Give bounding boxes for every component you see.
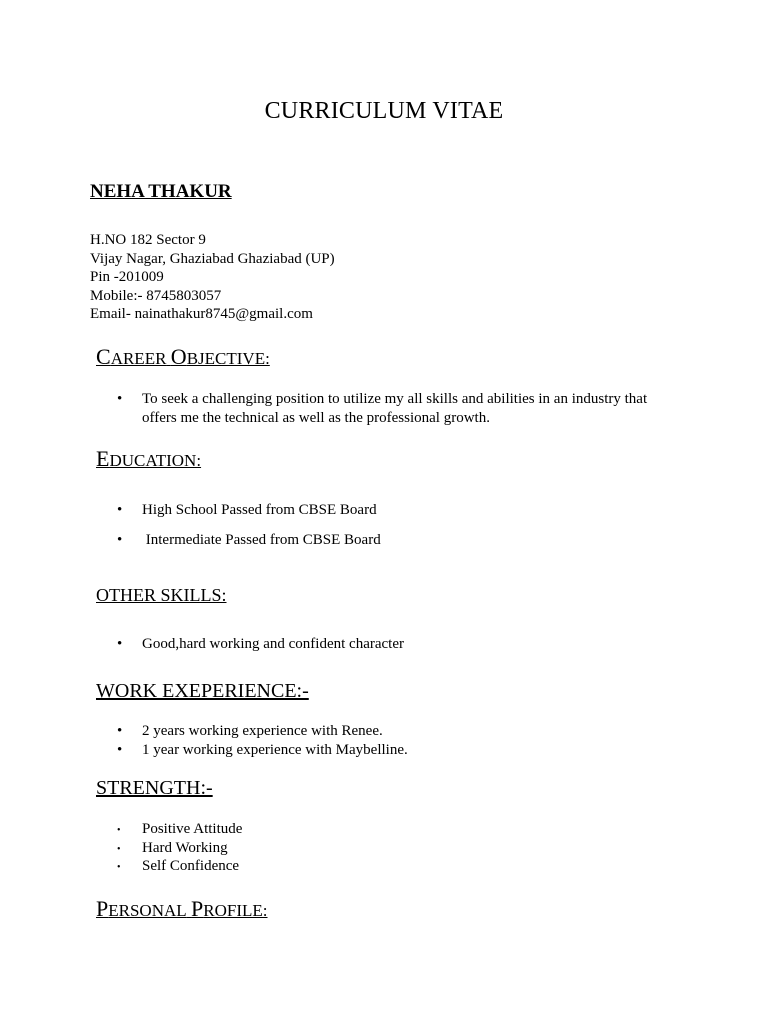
list-item: [117, 501, 381, 520]
education-heading: EDUCATION:: [96, 446, 202, 471]
list-item: [117, 820, 242, 839]
section-heading-career-objective: [96, 344, 270, 370]
other-skills-list: [117, 635, 404, 654]
pin-line: Pin -201009: [90, 269, 164, 286]
experience-item: 2 years working experience with Renee.: [142, 723, 383, 739]
list-item: [117, 722, 408, 741]
section-heading-other-skills: OTHER SKILLS:: [96, 585, 227, 605]
section-heading-strength: STRENGTH:-: [96, 777, 213, 799]
address-line: H.NO 182 Sector 9: [90, 232, 206, 248]
section-heading-work-experience: WORK EXEPERIENCE:-: [96, 680, 309, 702]
bullet-icon: •: [117, 636, 123, 652]
personal-profile-heading: PERSONAL PROFILE:: [96, 896, 268, 921]
list-item: [117, 635, 404, 654]
education-item: High School Passed from CBSE Board: [142, 502, 377, 518]
work-experience-list: [117, 722, 408, 759]
objective-text-line-1: To seek a challenging position to utilize my all skills and abilities in an industry that: [142, 391, 648, 407]
strength-item: Self Confidence: [142, 858, 240, 875]
contact-block: [90, 231, 335, 324]
address-line: Vijay Nagar, Ghaziabad Ghaziabad (UP): [90, 250, 335, 267]
education-item: Intermediate Passed from CBSE Board: [142, 531, 381, 548]
bullet-icon: •: [117, 723, 123, 739]
career-objective-heading: CAREER OBJECTIVE:: [96, 344, 270, 369]
list-item: [117, 857, 242, 876]
mobile-line: Mobile:- 8745803057: [90, 287, 222, 304]
strength-item: Positive Attitude: [142, 821, 243, 837]
objective-text-line-2: offers me the technical as well as the professional growth.: [142, 409, 490, 426]
list-item: [117, 839, 242, 858]
bullet-icon: •: [117, 391, 123, 407]
education-list: [117, 501, 381, 549]
strength-item: Hard Working: [142, 839, 228, 856]
list-item: [117, 741, 408, 760]
email-line: Email- nainathakur8745@gmail.com: [90, 306, 313, 323]
list-item: [117, 390, 677, 427]
experience-item: 1 year working experience with Maybelline.: [142, 741, 408, 758]
document-title: CURRICULUM VITAE: [264, 98, 504, 124]
career-objective-list: [117, 390, 677, 427]
section-heading-education: [96, 446, 201, 472]
bullet-icon: •: [117, 502, 123, 518]
bullet-icon: •: [117, 862, 121, 874]
bullet-icon: •: [117, 531, 123, 548]
list-item: [117, 531, 381, 550]
section-heading-personal-profile: [96, 896, 268, 922]
skill-item: Good,hard working and confident character: [142, 636, 404, 652]
bullet-icon: •: [117, 741, 123, 758]
bullet-icon: •: [117, 843, 121, 855]
candidate-name: NEHA THAKUR: [90, 181, 232, 202]
bullet-icon: •: [117, 825, 121, 836]
strength-list: [117, 820, 242, 876]
